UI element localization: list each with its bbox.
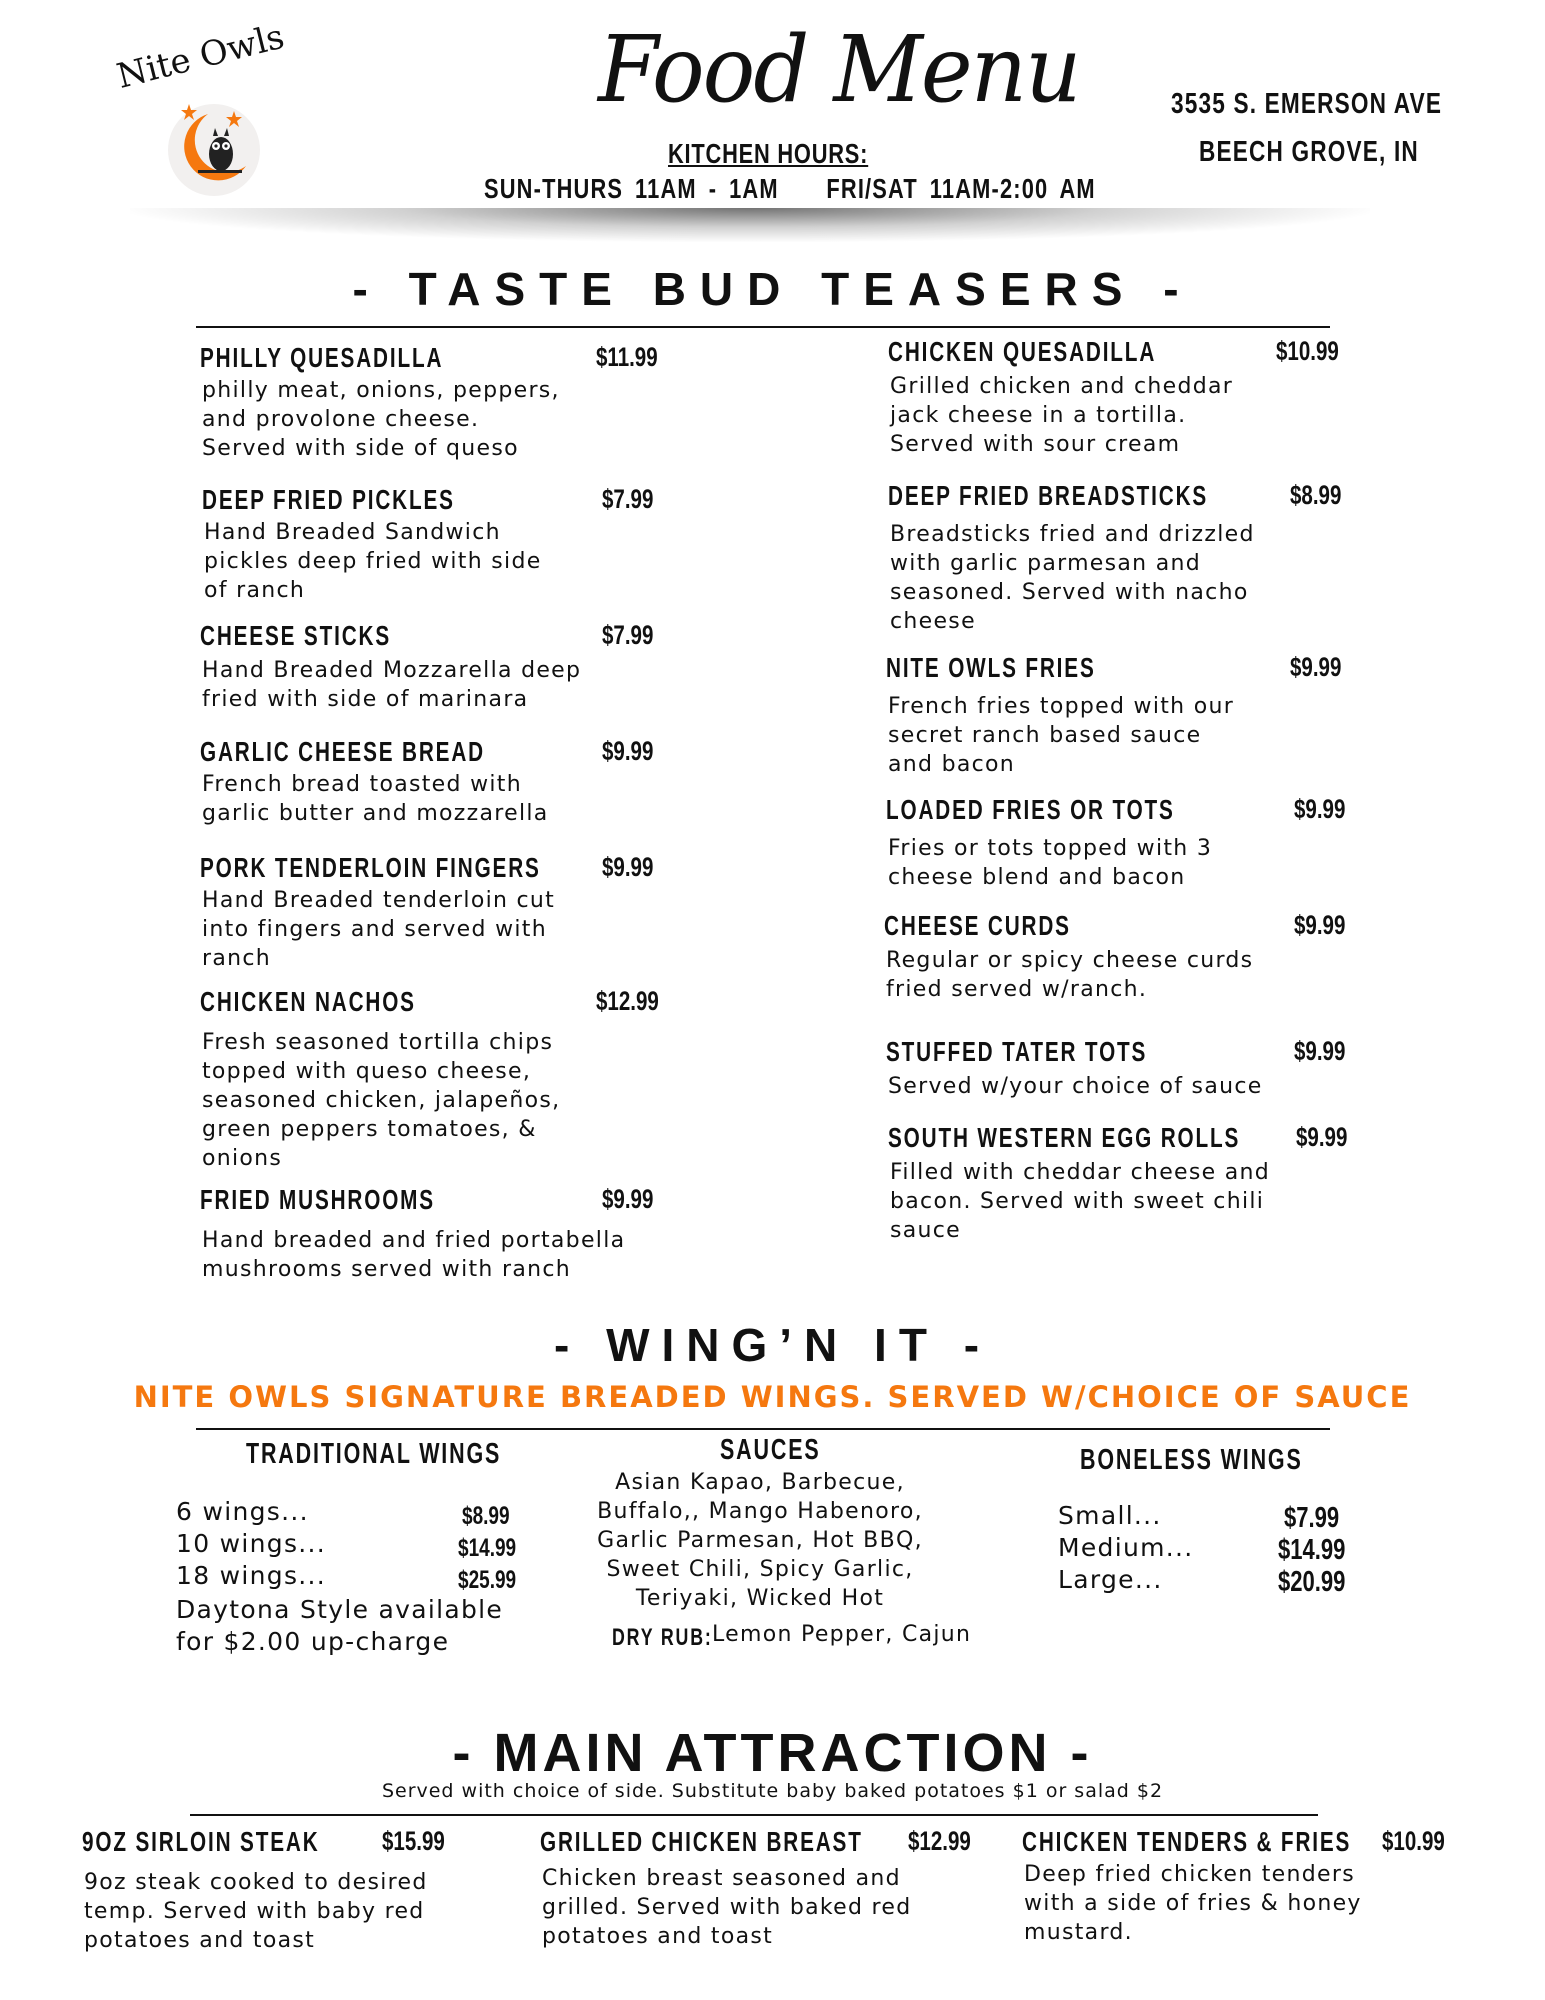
item-name: GARLIC CHEESE BREAD	[200, 736, 485, 767]
section-title-teasers: - TASTE BUD TEASERS -	[352, 263, 1193, 315]
item-name: GRILLED CHICKEN BREAST	[540, 1826, 863, 1857]
item-description: philly meat, onions, peppers, and provolone cheese. Served with side of queso	[202, 378, 560, 461]
item-description: French fries topped with our secret ranch based sauce and bacon	[888, 694, 1235, 777]
item-name: CHICKEN TENDERS & FRIES	[1022, 1826, 1352, 1857]
item-price: $9.99	[602, 852, 654, 882]
item-price: $9.99	[1290, 652, 1342, 682]
wings-subtitle: NITE OWLS SIGNATURE BREADED WINGS. SERVED W/CHOICE OF SAUCE	[133, 1380, 1412, 1414]
section-divider	[196, 326, 1330, 328]
kitchen-hours-label: KITCHEN HOURS:	[668, 138, 869, 169]
item-description: Hand Breaded Sandwich pickles deep fried with side of ranch	[204, 520, 542, 603]
item-description: Regular or spicy cheese curds fried served w/ranch.	[886, 948, 1254, 1002]
address-line-2: BEECH GROVE, IN	[1199, 136, 1419, 168]
wing-option-label: Medium...	[1058, 1533, 1194, 1562]
dry-rub-label: DRY RUB:	[612, 1624, 713, 1651]
item-price: $10.99	[1382, 1826, 1445, 1856]
item-description: Fries or tots topped with 3 cheese blend and bacon	[888, 836, 1213, 890]
item-name: DEEP FRIED BREADSTICKS	[888, 480, 1209, 511]
wing-option-label: Large...	[1058, 1565, 1163, 1594]
item-description: Hand Breaded Mozzarella deep fried with side of marinara	[202, 658, 582, 712]
wing-option-price: $14.99	[458, 1534, 517, 1562]
boneless-wings-title: BONELESS WINGS	[1080, 1444, 1303, 1476]
wing-option-price: $14.99	[1278, 1534, 1346, 1566]
item-price: $9.99	[1296, 1122, 1348, 1152]
item-price: $12.99	[908, 1826, 971, 1856]
item-name: 9OZ SIRLOIN STEAK	[82, 1826, 320, 1857]
traditional-wings-title: TRADITIONAL WINGS	[246, 1438, 502, 1470]
page-title: Food Menu	[598, 16, 1080, 123]
item-price: $7.99	[602, 484, 654, 514]
item-description: Served w/your choice of sauce	[888, 1074, 1263, 1099]
item-name: PORK TENDERLOIN FINGERS	[200, 852, 541, 883]
daytona-note: Daytona Style available for $2.00 up-charge	[176, 1595, 504, 1656]
item-description: Grilled chicken and cheddar jack cheese in a tortilla. Served with sour cream	[890, 374, 1234, 457]
item-description: Fresh seasoned tortilla chips topped with queso cheese, seasoned chicken, jalapeños, green peppers tomatoes, & onions	[202, 1030, 561, 1171]
item-description: French bread toasted with garlic butter and mozzarella	[202, 772, 549, 826]
item-description: Breadsticks fried and drizzled with garlic parmesan and seasoned. Served with nacho cheese	[890, 522, 1255, 634]
item-name: SOUTH WESTERN EGG ROLLS	[888, 1122, 1241, 1153]
sauces-title: SAUCES	[720, 1434, 821, 1466]
traditional-wings-list	[176, 1496, 436, 1592]
item-price: $9.99	[1294, 794, 1346, 824]
item-name: FRIED MUSHROOMS	[200, 1184, 435, 1215]
wing-option-price: $7.99	[1284, 1502, 1340, 1534]
item-price: $9.99	[602, 736, 654, 766]
item-name: CHICKEN NACHOS	[200, 986, 416, 1017]
item-price: $12.99	[596, 986, 659, 1016]
item-name: DEEP FRIED PICKLES	[202, 484, 455, 515]
item-price: $11.99	[596, 342, 658, 372]
item-name: LOADED FRIES OR TOTS	[886, 794, 1175, 825]
boneless-wings-list	[1058, 1500, 1258, 1596]
item-name: PHILLY QUESADILLA	[200, 342, 444, 373]
wing-option-price: $8.99	[462, 1502, 510, 1530]
item-name: CHEESE STICKS	[200, 620, 392, 651]
item-description: Hand breaded and fried portabella mushrooms served with ranch	[202, 1228, 626, 1282]
section-title-main: - MAIN ATTRACTION -	[452, 1723, 1093, 1783]
item-description: Deep fried chicken tenders with a side of fries & honey mustard.	[1024, 1862, 1362, 1945]
item-price: $9.99	[1294, 1036, 1346, 1066]
item-name: CHEESE CURDS	[884, 910, 1071, 941]
item-name: NITE OWLS FRIES	[886, 652, 1096, 683]
header-divider-shadow	[130, 208, 1370, 242]
item-price: $10.99	[1276, 336, 1339, 366]
dry-rub-list: Lemon Pepper, Cajun	[712, 1622, 972, 1647]
item-name: CHICKEN QUESADILLA	[888, 336, 1157, 367]
item-description: Filled with cheddar cheese and bacon. Served with sweet chili sauce	[890, 1160, 1271, 1243]
item-description: 9oz steak cooked to desired temp. Served with baby red potatoes and toast	[84, 1870, 428, 1953]
section-divider	[196, 1428, 1330, 1430]
item-price: $7.99	[602, 620, 654, 650]
item-price: $9.99	[1294, 910, 1346, 940]
item-description: Hand Breaded tenderloin cut into fingers and served with ranch	[202, 888, 556, 971]
star-icon	[226, 111, 242, 132]
star-icon	[181, 104, 197, 125]
main-subtitle: Served with choice of side. Substitute baby baked potatoes $1 or salad $2	[381, 1780, 1164, 1802]
section-divider	[190, 1814, 1318, 1816]
wing-option-price: $20.99	[1278, 1566, 1346, 1598]
item-description: Chicken breast seasoned and grilled. Served with baked red potatoes and toast	[542, 1866, 912, 1949]
address-line-1: 3535 S. EMERSON AVE	[1171, 88, 1443, 120]
sauces-list: Asian Kapao, Barbecue, Buffalo,, Mango Habenoro, Garlic Parmesan, Hot BBQ, Sweet Chili, Spicy Garlic, Teriyaki, Wicked Hot	[597, 1470, 923, 1611]
wing-option-label: Small...	[1058, 1501, 1162, 1530]
wing-option-label: 10 wings...	[176, 1529, 327, 1558]
item-price: $15.99	[382, 1826, 445, 1856]
kitchen-hours: SUN-THURS 11AM - 1AM FRI/SAT 11AM-2:00 AM	[484, 173, 1096, 204]
wing-option-label: 6 wings...	[176, 1497, 309, 1526]
wing-option-price: $25.99	[458, 1566, 517, 1594]
wing-option-label: 18 wings...	[176, 1561, 327, 1590]
item-price: $8.99	[1290, 480, 1342, 510]
logo-text: Nite Owls	[113, 16, 289, 97]
section-title-wings: - WING’N IT -	[553, 1319, 992, 1371]
item-name: STUFFED TATER TOTS	[886, 1036, 1148, 1067]
item-price: $9.99	[602, 1184, 654, 1214]
